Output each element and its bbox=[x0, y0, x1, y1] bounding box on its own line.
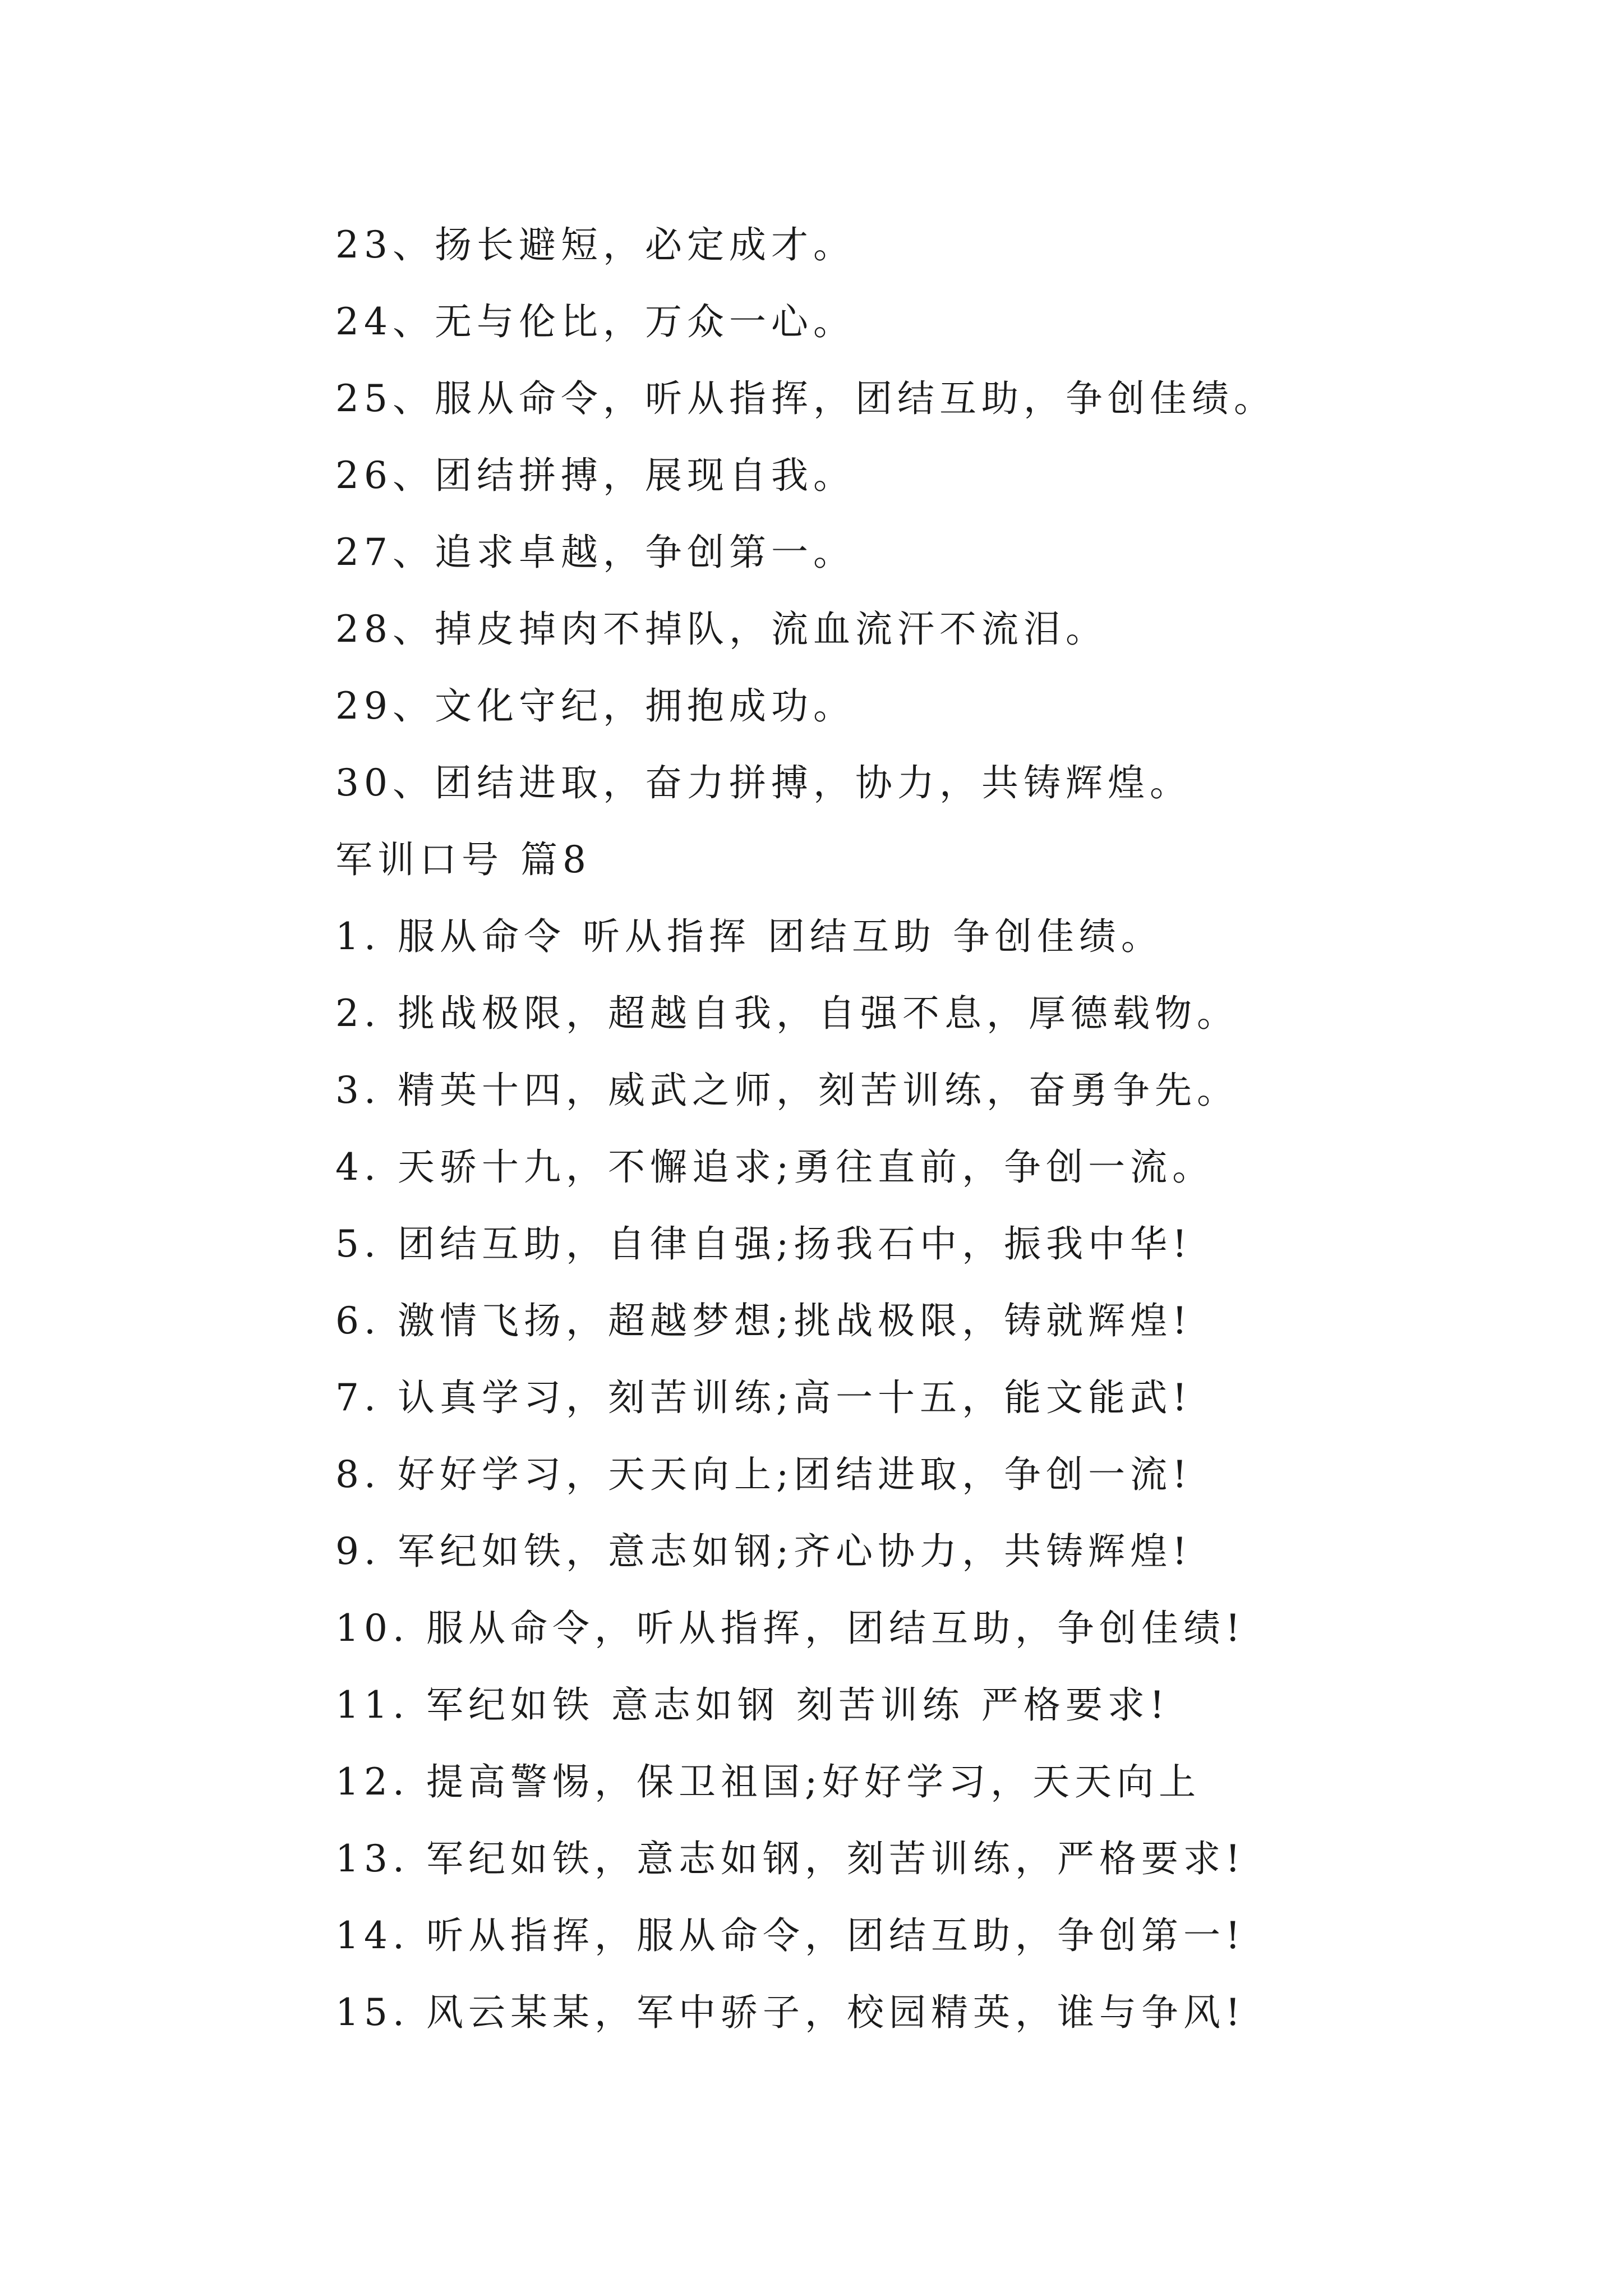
text-line: 28、掉皮掉肉不掉队，流血流汗不流泪。 bbox=[335, 608, 1108, 651]
text-line: 2. 挑战极限，超越自我，自强不息，厚德载物。 bbox=[335, 992, 1239, 1035]
text-line: 13. 军纪如铁，意志如钢，刻苦训练，严格要求! bbox=[335, 1837, 1246, 1880]
text-line: 8. 好好学习，天天向上;团结进取，争创一流! bbox=[335, 1453, 1192, 1496]
document-body bbox=[335, 206, 1513, 2051]
text-line: 3. 精英十四，威武之师，刻苦训练，奋勇争先。 bbox=[335, 1069, 1239, 1112]
text-line: 29、文化守纪，拥抱成功。 bbox=[335, 684, 855, 728]
text-line: 1. 服从命令 听从指挥 团结互助 争创佳绩。 bbox=[335, 915, 1163, 958]
text-line: 15. 风云某某，军中骄子，校园精英，谁与争风! bbox=[335, 1991, 1246, 2034]
text-line: 23、扬长避短，必定成才。 bbox=[335, 223, 855, 266]
section-heading: 军训口号 篇8 bbox=[335, 838, 591, 881]
text-line: 26、团结拼搏，展现自我。 bbox=[335, 454, 855, 497]
text-line: 27、追求卓越，争创第一。 bbox=[335, 531, 855, 574]
text-line: 7. 认真学习，刻苦训练;高一十五，能文能武! bbox=[335, 1376, 1192, 1419]
text-line: 24、无与伦比，万众一心。 bbox=[335, 300, 855, 343]
text-line: 10. 服从命令，听从指挥，团结互助，争创佳绩! bbox=[335, 1607, 1246, 1650]
text-line: 5. 团结互助，自律自强;扬我石中，振我中华! bbox=[335, 1222, 1192, 1266]
text-line: 30、团结进取，奋力拼搏，协力，共铸辉煌。 bbox=[335, 761, 1192, 804]
text-line: 6. 激情飞扬，超越梦想;挑战极限，铸就辉煌! bbox=[335, 1299, 1192, 1342]
text-line: 4. 天骄十九，不懈追求;勇往直前，争创一流。 bbox=[335, 1145, 1215, 1189]
text-line: 9. 军纪如铁，意志如钢;齐心协力，共铸辉煌! bbox=[335, 1530, 1192, 1573]
text-line: 12. 提高警惕，保卫祖国;好好学习，天天向上 bbox=[335, 1760, 1201, 1803]
text-line: 14. 听从指挥，服从命令，团结互助，争创第一! bbox=[335, 1914, 1246, 1957]
text-line: 11. 军纪如铁 意志如钢 刻苦训练 严格要求! bbox=[335, 1683, 1170, 1727]
text-line: 25、服从命令，听从指挥，团结互助，争创佳绩。 bbox=[335, 377, 1276, 420]
